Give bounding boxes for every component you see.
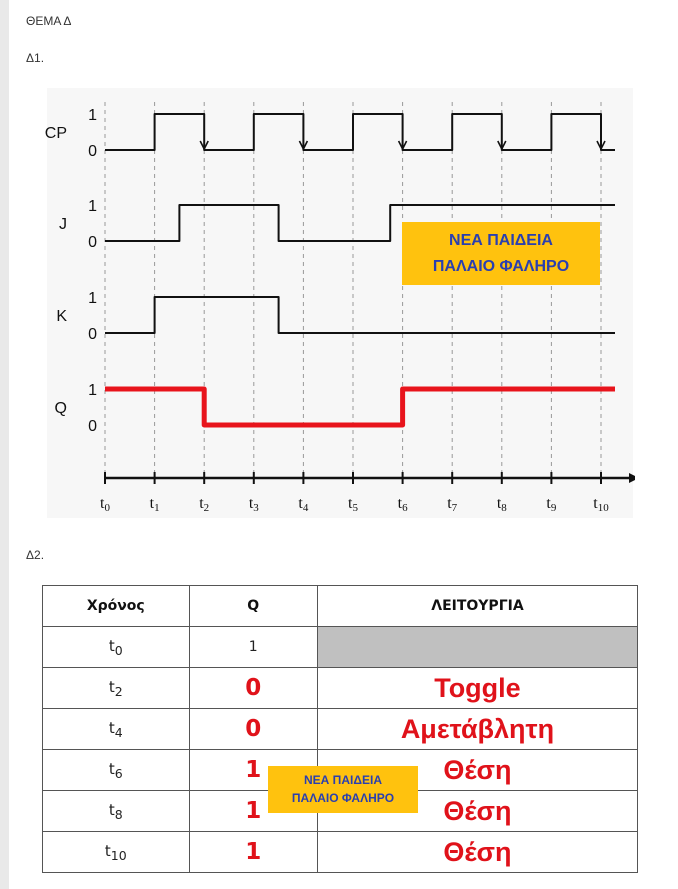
operation-cell-shaded — [317, 627, 637, 668]
high-level-label: 1 — [88, 107, 97, 124]
time-tick-label: t1 — [149, 495, 160, 514]
header-q: Q — [189, 586, 317, 627]
table-row — [43, 668, 638, 709]
page-title: ΘΕΜΑ Δ — [26, 14, 72, 28]
timing-diagram — [45, 88, 635, 523]
q-cell: 1 — [189, 791, 317, 832]
high-level-label: 1 — [88, 290, 97, 307]
low-level-label: 0 — [88, 326, 97, 343]
table-header-row — [43, 586, 638, 627]
section-heading-d1: Δ1. — [26, 51, 45, 65]
signal-name-label: K — [56, 308, 67, 325]
time-cell: $t_8$ — [43, 791, 190, 832]
signal-name-label: Q — [54, 400, 67, 417]
stamp-line-1: ΝΕΑ ΠΑΙΔΕΙΑ — [304, 773, 382, 787]
time-tick-label: t0 — [100, 495, 110, 514]
watermark-stamp-table — [268, 766, 418, 813]
time-tick-label: t4 — [298, 495, 309, 514]
time-tick-label: t6 — [397, 495, 408, 514]
operation-cell: Αμετάβλητη — [317, 709, 637, 750]
signal-name-label: J — [59, 216, 67, 233]
low-level-label: 0 — [88, 418, 97, 435]
table-row — [43, 832, 638, 873]
time-tick-label: t3 — [248, 495, 259, 514]
high-level-label: 1 — [88, 198, 97, 215]
time-tick-label: t10 — [593, 495, 609, 514]
operation-cell: Θέση — [317, 832, 637, 873]
signal-name-label: CP — [45, 125, 67, 142]
time-cell: $t_4$ — [43, 709, 190, 750]
low-level-label: 0 — [88, 143, 97, 160]
stamp-line-2: ΠΑΛΑΙΟ ΦΑΛΗΡΟ — [291, 791, 395, 805]
table-row — [43, 709, 638, 750]
low-level-label: 0 — [88, 234, 97, 251]
header-operation: ΛΕΙΤΟΥΡΓΙΑ — [317, 586, 637, 627]
stamp-line-1: ΝΕΑ ΠΑΙΔΕΙΑ — [449, 232, 553, 249]
left-margin-bar — [0, 0, 9, 889]
time-cell: $t_6$ — [43, 750, 190, 791]
time-cell: $t_0$ — [43, 627, 190, 668]
q-cell: 1 — [189, 627, 317, 668]
q-cell: 1 — [189, 832, 317, 873]
operation-cell: Θέση — [317, 791, 637, 832]
table-row — [43, 627, 638, 668]
q-cell: 0 — [189, 709, 317, 750]
q-cell: 1 — [189, 750, 317, 791]
operation-cell: Θέση — [317, 750, 637, 791]
time-tick-label: t2 — [199, 495, 210, 514]
time-tick-label: t8 — [496, 495, 507, 514]
diagram-background — [47, 88, 633, 518]
watermark-stamp — [402, 222, 600, 285]
time-tick-label: t7 — [447, 495, 458, 514]
header-time: Χρόνος — [43, 586, 190, 627]
high-level-label: 1 — [88, 382, 97, 399]
time-axis-arrowhead — [629, 473, 635, 483]
operation-cell: Toggle — [317, 668, 637, 709]
time-cell: $t_{10}$ — [43, 832, 190, 873]
q-cell: 0 — [189, 668, 317, 709]
time-cell: $t_2$ — [43, 668, 190, 709]
stamp-line-2: ΠΑΛΑΙΟ ΦΑΛΗΡΟ — [432, 258, 570, 275]
time-tick-label: t9 — [546, 495, 557, 514]
time-tick-label: t5 — [348, 495, 358, 514]
section-heading-d2: Δ2. — [26, 548, 45, 562]
operations-table — [42, 585, 638, 873]
